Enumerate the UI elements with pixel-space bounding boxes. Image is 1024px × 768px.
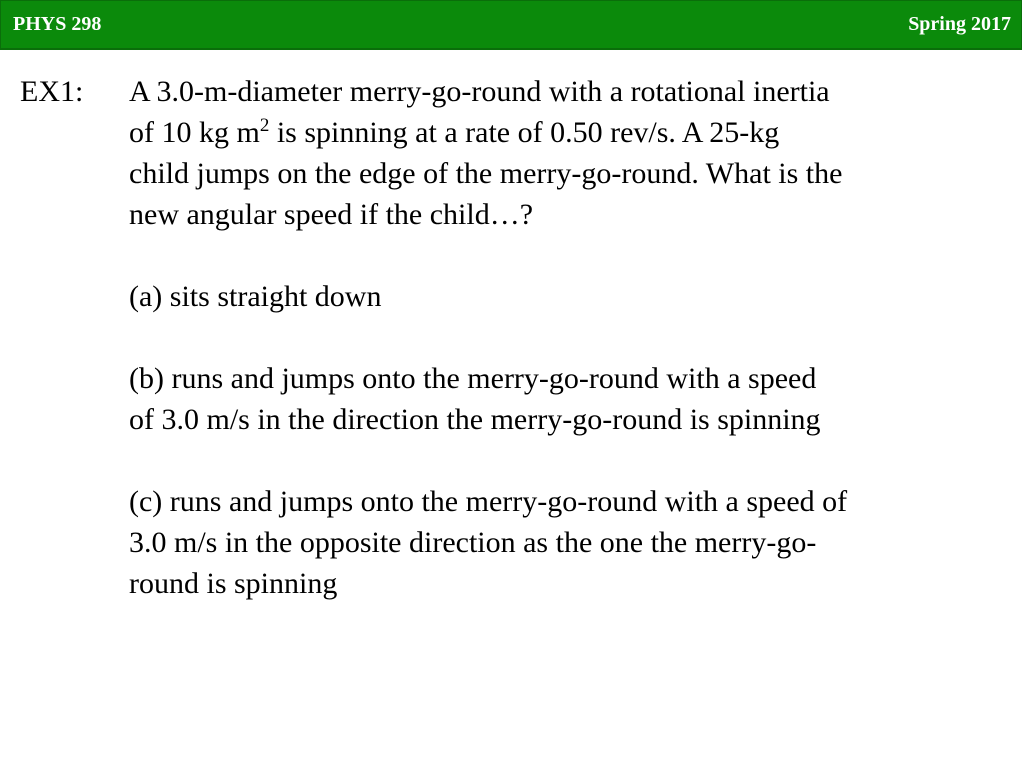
- example-label: EX1:: [20, 75, 84, 108]
- part-a: [129, 276, 1009, 317]
- part-a-line: (a) sits straight down: [129, 280, 382, 313]
- part-b-line: (b) runs and jumps onto the merry-go-round with a speed: [129, 362, 817, 395]
- part-c-line: 3.0 m/s in the opposite direction as the one the merry-go-: [129, 526, 817, 559]
- superscript: 2: [259, 115, 270, 136]
- statement-line: [129, 112, 1009, 153]
- statement-text: is spinning at a rate of 0.50 rev/s. A 25-kg: [269, 116, 780, 149]
- statement-line: new angular speed if the child…?: [129, 198, 534, 231]
- term-label: Spring 2017: [908, 13, 1011, 35]
- spacer: [129, 317, 1009, 358]
- part-c: [129, 481, 1009, 604]
- part-b: [129, 358, 1009, 440]
- statement-line: A 3.0-m-diameter merry-go-round with a rotational inertia: [129, 75, 830, 108]
- problem-statement: [129, 71, 1009, 235]
- problem-text: [129, 71, 1009, 604]
- part-c-line: round is spinning: [129, 567, 338, 600]
- part-c-line: (c) runs and jumps onto the merry-go-round with a speed of: [129, 485, 848, 518]
- statement-text: of 10 kg m: [129, 116, 260, 149]
- part-b-line: of 3.0 m/s in the direction the merry-go-round is spinning: [129, 403, 821, 436]
- statement-line: child jumps on the edge of the merry-go-round. What is the: [129, 157, 843, 190]
- header-bar: [0, 0, 1022, 50]
- spacer: [129, 440, 1009, 481]
- spacer: [129, 235, 1009, 276]
- course-title: PHYS 298: [13, 13, 102, 35]
- slide-body: [0, 50, 1024, 768]
